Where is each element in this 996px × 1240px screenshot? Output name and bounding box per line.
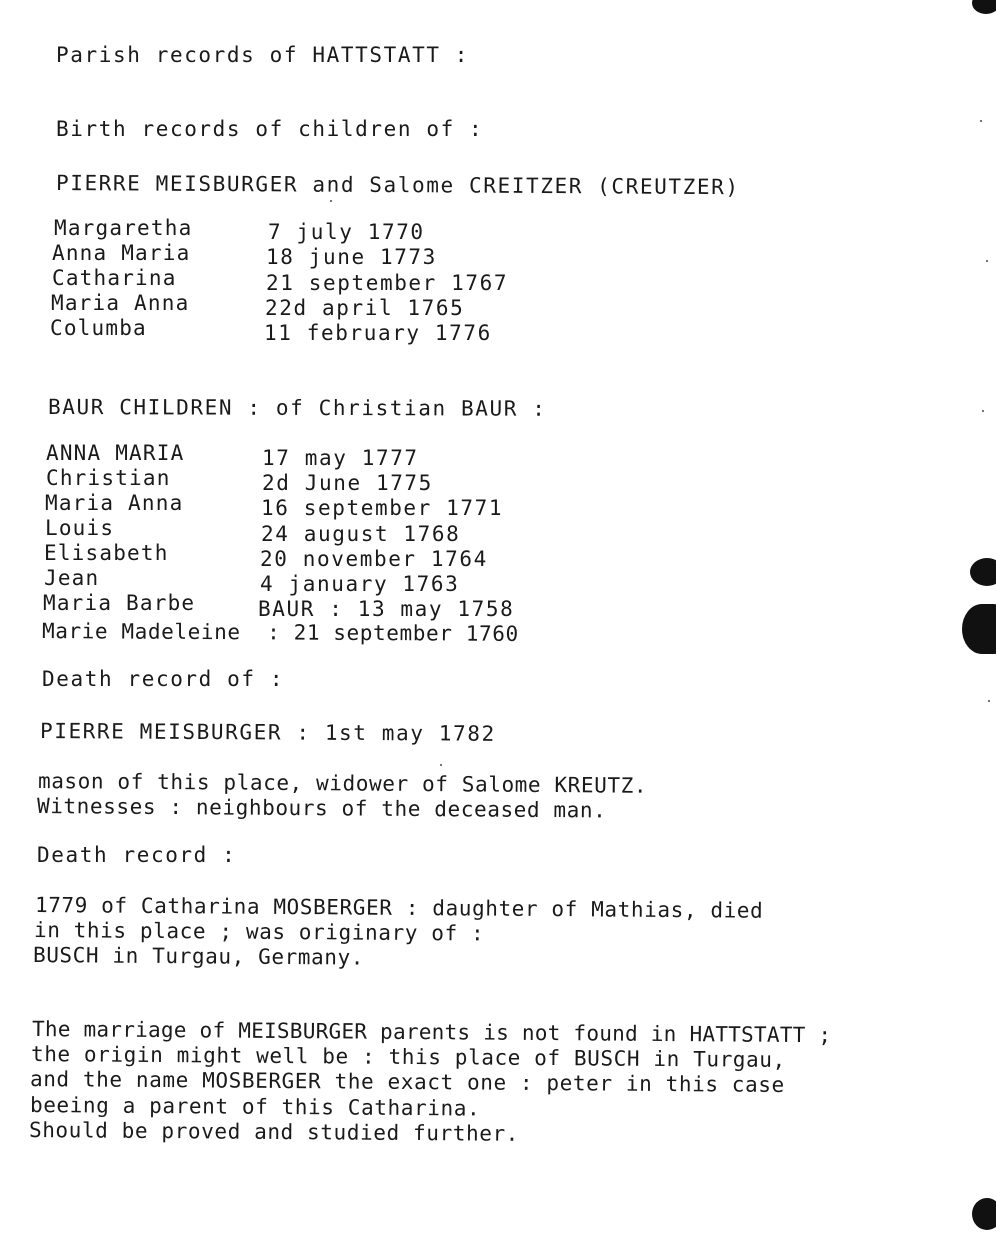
child-birth-date: 21 september 1767: [266, 271, 509, 295]
death-record-2-line-b: in this place ; was originary of :: [33, 918, 485, 946]
child-birth-date: 20 november 1764: [260, 547, 488, 571]
child-birth-date: 4 january 1763: [260, 572, 460, 596]
death-record-intro-1: Death record of :: [42, 667, 285, 691]
note-line-c: and the name MOSBERGER the exact one : peter in this case: [29, 1067, 785, 1097]
child-birth-date: 18 june 1773: [266, 245, 437, 269]
note-line-a: The marriage of MEISBURGER parents is not found in HATTSTATT ;: [31, 1017, 832, 1048]
death-record-intro-2: Death record :: [37, 843, 237, 867]
death-record-2-line-c: BUSCH in Turgau, Germany.: [32, 943, 365, 970]
child-birth-date: 2d June 1775: [262, 471, 433, 495]
scan-artifact: [962, 604, 996, 654]
child-name: Catharina: [52, 266, 177, 290]
child-birth-date: 22d april 1765: [265, 296, 465, 320]
scan-speck: [980, 120, 982, 122]
child-birth-date: 24 august 1768: [261, 522, 461, 546]
parents-line: PIERRE MEISBURGER and Salome CREITZER (CREUTZER): [55, 171, 740, 200]
child-birth-date: 17 may 1777: [262, 446, 419, 470]
child-name: Maria Barbe: [43, 591, 196, 615]
baur-children-heading: BAUR CHILDREN : of Christian BAUR :: [47, 395, 547, 421]
child-name: Maria Anna: [51, 291, 190, 315]
scan-artifact: [972, 0, 996, 14]
child-birth-date: 11 february 1776: [264, 321, 492, 345]
death-record-2-line-a: 1779 of Catharina MOSBERGER : daughter of Mathias, died: [34, 893, 764, 923]
document-heading: Parish records of HATTSTATT :: [56, 43, 470, 67]
child-birth-date: BAUR : 13 may 1758: [258, 597, 515, 621]
note-line-e: Should be proved and studied further.: [28, 1118, 520, 1146]
scan-speck: [988, 700, 990, 702]
scan-artifact: [970, 558, 996, 586]
death-record-1-line-a: mason of this place, widower of Salome KREUTZ.: [37, 769, 648, 798]
note-line-b: the origin might well be : this place of BUSCH in Turgau,: [30, 1042, 786, 1072]
child-birth-date: 7 july 1770: [268, 220, 425, 244]
child-name: Elisabeth: [44, 541, 169, 565]
birth-records-intro: Birth records of children of :: [56, 117, 484, 141]
child-birth-date: 16 september 1771: [261, 496, 504, 520]
child-name: Louis: [45, 516, 115, 540]
child-name: Margaretha: [54, 216, 193, 240]
scan-speck: [440, 764, 442, 766]
scan-artifact: [972, 1198, 996, 1230]
scan-speck: [330, 200, 332, 202]
child-name: Anna Maria: [52, 241, 191, 265]
child-name: Christian: [46, 466, 171, 490]
note-line-d: beeing a parent of this Catharina.: [29, 1093, 481, 1121]
death-record-1-line-b: Witnesses : neighbours of the deceased man.: [36, 794, 607, 823]
child-name: ANNA MARIA: [46, 441, 185, 465]
scan-speck: [982, 410, 984, 412]
child-name: Columba: [50, 316, 147, 340]
scan-speck: [986, 260, 988, 262]
child-name: Jean: [44, 566, 100, 590]
child-name: Maria Anna: [45, 491, 184, 515]
baur-last-child-line: Marie Madeleine : 21 september 1760: [41, 619, 519, 646]
death-record-1-name-date: PIERRE MEISBURGER : 1st may 1782: [39, 719, 496, 746]
